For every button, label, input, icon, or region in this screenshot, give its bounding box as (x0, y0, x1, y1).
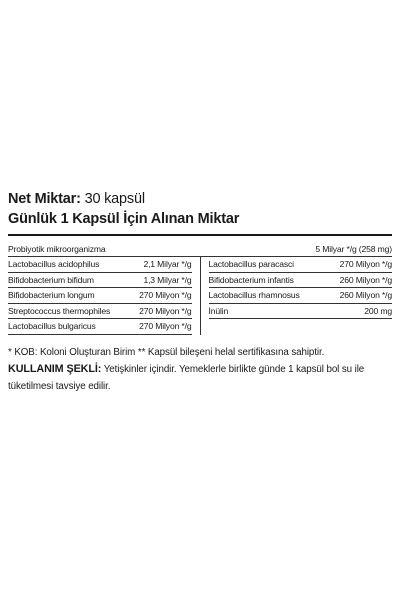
ingredient-row (209, 257, 393, 273)
ingredient-row (8, 257, 192, 273)
notes-section (8, 344, 392, 395)
ingredient-name: Bifidobacterium infantis (208, 274, 294, 285)
ingredient-value: 270 Milyon */g (139, 290, 192, 301)
ingredient-name: Lactobacillus rhamnosus (208, 290, 300, 301)
footnote: * KOB: Koloni Oluşturan Birim ** Kapsül bileşeni helal sertifikasına sahiptir. (8, 346, 325, 358)
usage-text: Yetişkinler içindir. Yemeklerle birlikte günde 1 kapsül bol su ile tüketilmesi tavsiye edilir. (8, 363, 365, 392)
ingredient-row (8, 273, 192, 289)
ingredient-value: 260 Milyon */g (339, 274, 392, 285)
usage-paragraph (8, 361, 392, 395)
ingredient-name: Bifidobacterium bifidum (8, 274, 94, 285)
ingredient-row (209, 304, 393, 320)
usage-label: KULLANIM ŞEKLİ: (8, 362, 102, 375)
ingredient-value: 270 Milyon */g (139, 321, 192, 332)
probiotic-row (8, 236, 392, 256)
ingredient-value: 270 Milyon */g (339, 259, 392, 270)
ingredients-left-column (8, 257, 201, 335)
probiotic-name: Probiyotik mikroorganizma (8, 244, 106, 254)
product-label (8, 190, 392, 395)
ingredient-value: 260 Milyon */g (339, 290, 392, 301)
ingredient-name: Bifidobacterium longum (8, 290, 95, 301)
ingredients-columns (8, 257, 392, 335)
daily-amount-title: Günlük 1 Kapsül İçin Alınan Miktar (8, 211, 240, 227)
ingredient-row (8, 319, 192, 335)
net-amount-value: 30 kapsül (84, 191, 145, 207)
ingredient-name: Lactobacillus paracasci (208, 259, 294, 270)
net-amount-label: Net Miktar: (8, 191, 81, 207)
ingredient-value: 2,1 Milyar */g (143, 259, 192, 270)
ingredient-value: 1,3 Milyar */g (143, 274, 192, 285)
ingredient-row (8, 288, 192, 304)
ingredient-row-empty (209, 319, 393, 335)
ingredient-row (209, 273, 393, 289)
ingredient-name: Lactobacillus bulgaricus (8, 321, 96, 332)
ingredient-name: İnülin (208, 305, 229, 316)
ingredient-row (8, 304, 192, 320)
net-amount (8, 190, 392, 208)
ingredients-right-column (201, 257, 393, 335)
ingredient-name: Streptococcus thermophiles (8, 305, 111, 316)
ingredient-name: Lactobacillus acidophilus (8, 259, 100, 270)
probiotic-value: 5 Milyar */g (258 mg) (315, 244, 392, 254)
ingredient-value: 270 Milyon */g (139, 305, 192, 316)
ingredients-table (8, 236, 392, 335)
ingredient-value: 200 mg (364, 305, 392, 316)
ingredient-row (209, 288, 393, 304)
